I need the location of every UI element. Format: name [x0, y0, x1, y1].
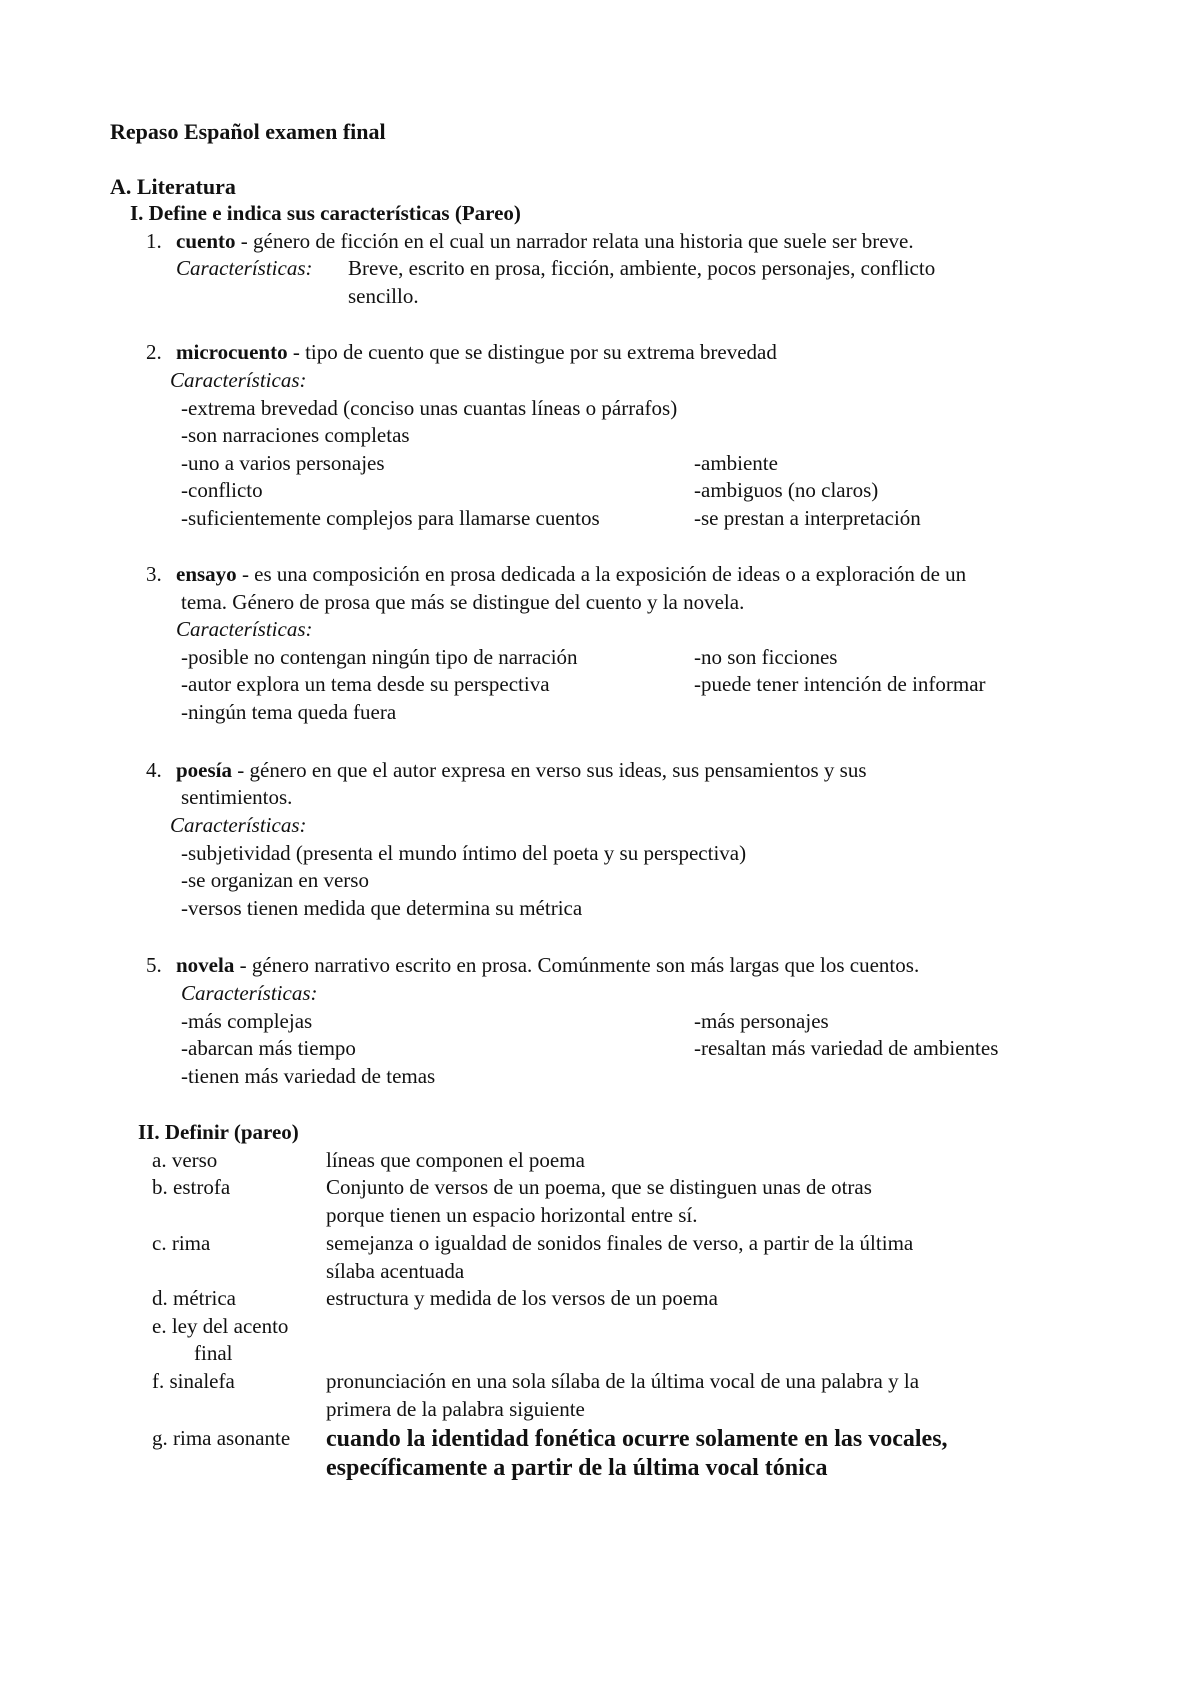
- section-a-heading: A. Literatura: [110, 174, 236, 199]
- pareo-row-e-term-cont: final: [194, 1341, 233, 1365]
- part-1-heading: I. Define e indica sus características (Pareo): [130, 201, 521, 225]
- item-5-line: [176, 955, 919, 976]
- pareo-row-g-term: g. rima asonante: [152, 1426, 291, 1450]
- pareo-row-f-term: f. sinalefa: [152, 1369, 235, 1393]
- item-2-line: [176, 342, 777, 363]
- pareo-row-g-def-2: específicamente a partir de la última vocal tónica: [326, 1455, 828, 1481]
- item-1-term: cuento: [176, 229, 236, 253]
- item-1-line: [176, 231, 914, 252]
- item-5-right-2: -resaltan más variedad de ambientes: [694, 1036, 999, 1060]
- pareo-row-e-term: e. ley del acento: [152, 1314, 289, 1338]
- item-5-characteristics-label: Características:: [181, 981, 318, 1005]
- item-3-number: 3.: [146, 562, 162, 586]
- item-2-right-3: -se prestan a interpretación: [694, 506, 921, 530]
- item-1-characteristics-text: Breve, escrito en prosa, ficción, ambiente, pocos personajes, conflicto: [348, 256, 936, 280]
- item-1-characteristics-cont: sencillo.: [348, 284, 419, 308]
- item-3-left-1: -posible no contengan ningún tipo de narración: [181, 645, 578, 669]
- item-4-line-2: -se organizan en verso: [181, 868, 369, 892]
- pareo-row-c-term: c. rima: [152, 1231, 211, 1255]
- item-2-right-2: -ambiguos (no claros): [694, 478, 879, 502]
- item-5-definition: - género narrativo escrito en prosa. Comúnmente son más largas que los cuentos.: [234, 953, 920, 977]
- item-2-right-1: -ambiente: [694, 451, 778, 475]
- item-3-term: ensayo: [176, 562, 237, 586]
- item-1-definition: - género de ficción en el cual un narrador relata una historia que suele ser breve.: [235, 229, 914, 253]
- item-2-term: microcuento: [176, 340, 288, 364]
- item-4-line-1: -subjetividad (presenta el mundo íntimo del poeta y su perspectiva): [181, 841, 747, 865]
- item-2-line-2: -son narraciones completas: [181, 423, 410, 447]
- pareo-row-c-def-1: semejanza o igualdad de sonidos finales de verso, a partir de la última: [326, 1231, 914, 1255]
- item-2-left-2: -conflicto: [181, 478, 263, 502]
- item-3-left-3: -ningún tema queda fuera: [181, 700, 397, 724]
- item-5-term: novela: [176, 953, 235, 977]
- part-2-heading: II. Definir (pareo): [138, 1120, 299, 1144]
- item-4-line-3: -versos tienen medida que determina su métrica: [181, 896, 583, 920]
- pareo-row-b-def-2: porque tienen un espacio horizontal entre sí.: [326, 1203, 698, 1227]
- item-5-left-2: -abarcan más tiempo: [181, 1036, 356, 1060]
- item-3-left-2: -autor explora un tema desde su perspectiva: [181, 672, 550, 696]
- pareo-row-d-def-1: estructura y medida de los versos de un poema: [326, 1286, 718, 1310]
- item-5-left-1: -más complejas: [181, 1009, 313, 1033]
- item-4-number: 4.: [146, 758, 162, 782]
- pareo-row-a-def-1: líneas que componen el poema: [326, 1148, 585, 1172]
- item-4-line: [176, 760, 867, 781]
- item-3-right-1: -no son ficciones: [694, 645, 838, 669]
- pareo-row-d-term: d. métrica: [152, 1286, 236, 1310]
- pareo-row-f-def-1: pronunciación en una sola sílaba de la última vocal de una palabra y la: [326, 1369, 920, 1393]
- pareo-row-f-def-2: primera de la palabra siguiente: [326, 1397, 585, 1421]
- item-2-definition: - tipo de cuento que se distingue por su extrema brevedad: [287, 340, 777, 364]
- document-title: Repaso Español examen final: [110, 119, 386, 144]
- pareo-row-a-term: a. verso: [152, 1148, 218, 1172]
- pareo-row-g-def-1: cuando la identidad fonética ocurre solamente en las vocales,: [326, 1426, 948, 1452]
- item-2-characteristics-label: Características:: [170, 368, 307, 392]
- item-3-right-2: -puede tener intención de informar: [694, 672, 986, 696]
- item-4-characteristics-label: Características:: [170, 813, 307, 837]
- pareo-row-b-def-1: Conjunto de versos de un poema, que se distinguen unas de otras: [326, 1175, 872, 1199]
- item-3-characteristics-label: Características:: [176, 617, 313, 641]
- item-4-definition: - género en que el autor expresa en verso sus ideas, sus pensamientos y sus: [232, 758, 867, 782]
- item-2-number: 2.: [146, 340, 162, 364]
- item-3-line: [176, 564, 966, 585]
- pareo-row-c-def-2: sílaba acentuada: [326, 1259, 465, 1283]
- item-5-left-3: -tienen más variedad de temas: [181, 1064, 436, 1088]
- item-2-left-3: -suficientemente complejos para llamarse cuentos: [181, 506, 600, 530]
- item-3-definition: - es una composición en prosa dedicada a la exposición de ideas o a exploración de un: [236, 562, 967, 586]
- item-3-definition-cont: tema. Género de prosa que más se distingue del cuento y la novela.: [181, 590, 745, 614]
- item-5-right-1: -más personajes: [694, 1009, 829, 1033]
- item-2-line-1: -extrema brevedad (conciso unas cuantas líneas o párrafos): [181, 396, 678, 420]
- item-4-definition-cont: sentimientos.: [181, 785, 293, 809]
- item-5-number: 5.: [146, 953, 162, 977]
- item-1-number: 1.: [146, 229, 162, 253]
- pareo-row-b-term: b. estrofa: [152, 1175, 231, 1199]
- item-4-term: poesía: [176, 758, 233, 782]
- item-2-left-1: -uno a varios personajes: [181, 451, 385, 475]
- item-1-characteristics-label: Características:: [176, 256, 313, 280]
